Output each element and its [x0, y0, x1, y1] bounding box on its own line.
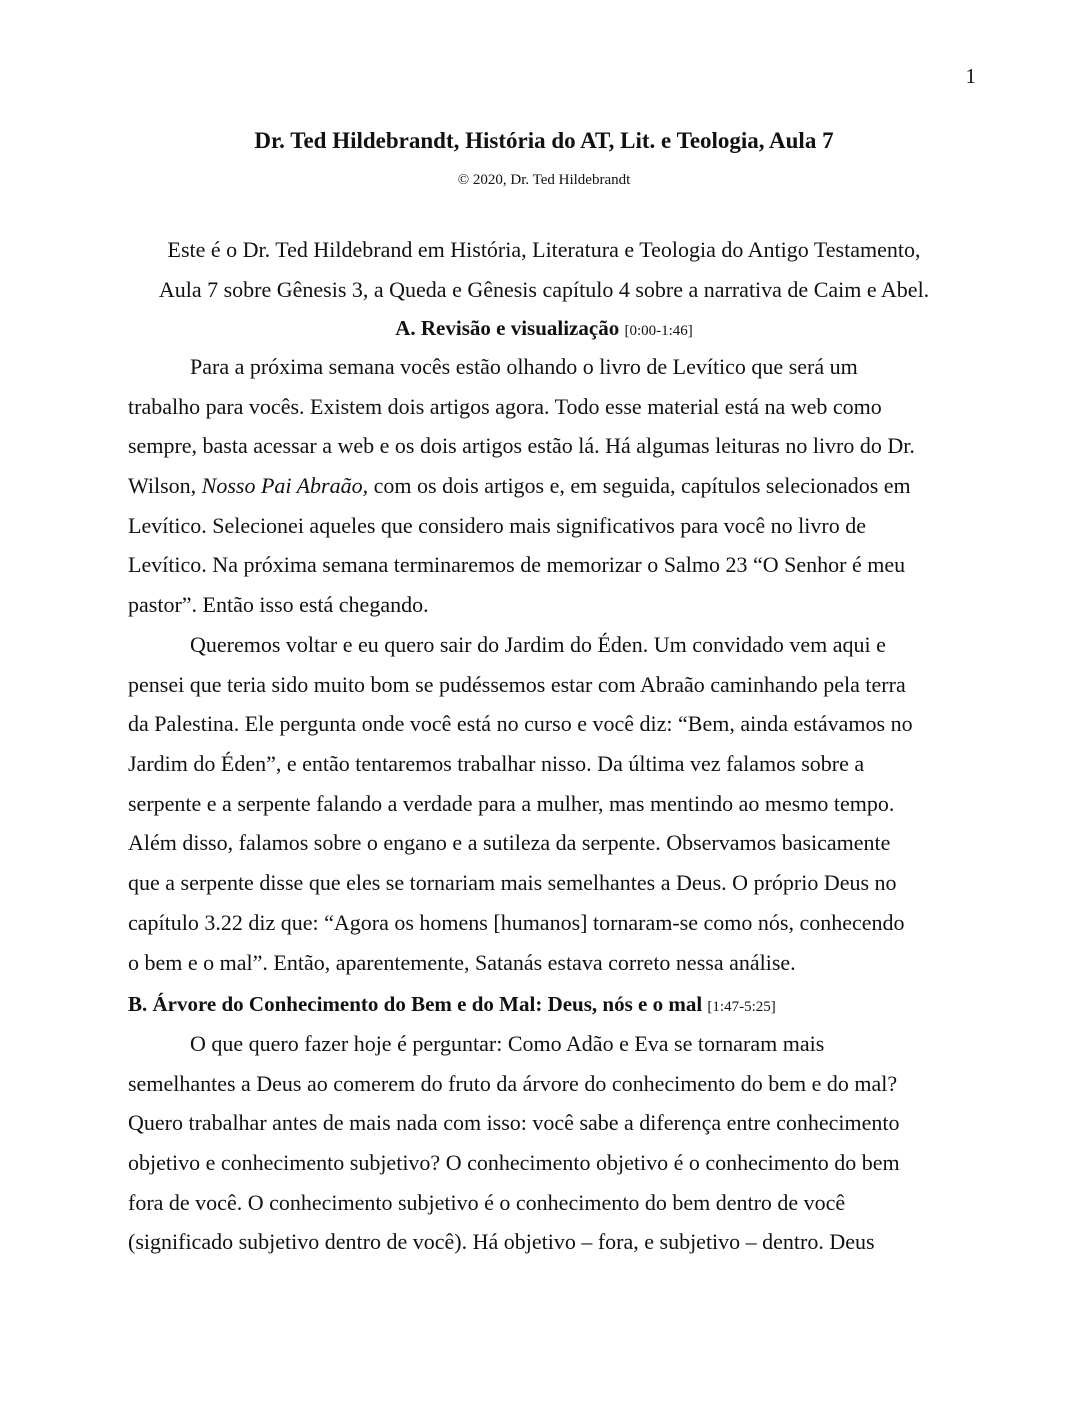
paragraph-line: Além disso, falamos sobre o engano e a sutileza da serpente. Observamos basicamente [128, 830, 891, 856]
section-b-heading [128, 990, 960, 1021]
section-b-timestamp: [1:47-5:25] [707, 999, 776, 1015]
paragraph-1 [128, 347, 960, 625]
book-title-italic: Nosso Pai Abraão, [201, 473, 369, 499]
line-prefix: Wilson, [128, 473, 202, 499]
paragraph-line: Levítico. Na próxima semana terminaremos de memorizar o Salmo 23 “O Senhor é meu [128, 552, 906, 578]
paragraph-line: semelhantes a Deus ao comerem do fruto da árvore do conhecimento do bem e do mal? [128, 1070, 898, 1096]
paragraph-line: Jardim do Éden”, e então tentaremos trabalhar nisso. Da última vez falamos sobre a [128, 751, 865, 777]
line-suffix: com os dois artigos e, em seguida, capítulos selecionados em [368, 473, 911, 499]
paragraph-line: Quero trabalhar antes de mais nada com isso: você sabe a diferença entre conhecimento [128, 1110, 900, 1136]
paragraph-line: Levítico. Selecionei aqueles que considero mais significativos para você no livro de [128, 512, 866, 538]
intro-line: Este é o Dr. Ted Hildebrand em História, Literatura e Teologia do Antigo Testamento, [167, 237, 921, 262]
paragraph-line: trabalho para vocês. Existem dois artigos agora. Todo esse material está na web como [128, 393, 882, 419]
paragraph-line: objetivo e conhecimento subjetivo? O conhecimento objetivo é o conhecimento do bem [128, 1150, 900, 1176]
paragraph-line: o bem e o mal”. Então, aparentemente, Satanás estava correto nessa análise. [128, 949, 796, 975]
paragraph-line: Queremos voltar e eu quero sair do Jardim do Éden. Um convidado vem aqui e [190, 632, 886, 657]
paragraph-line: que a serpente disse que eles se tornariam mais semelhantes a Deus. O próprio Deus no [128, 870, 897, 896]
paragraph-line-book-title [128, 466, 960, 506]
section-a-heading [0, 314, 1088, 345]
paragraph-2 [128, 625, 960, 982]
paragraph-line: fora de você. O conhecimento subjetivo é o conhecimento do bem dentro de você [128, 1189, 846, 1215]
paragraph-line: capítulo 3.22 diz que: “Agora os homens [humanos] tornaram-se como nós, conhecendo [128, 909, 905, 935]
paragraph-line: (significado subjetivo dentro de você). Há objetivo – fora, e subjetivo – dentro. Deus [128, 1229, 875, 1255]
copyright-line: © 2020, Dr. Ted Hildebrandt [457, 172, 631, 188]
section-a-title: A. Revisão e visualização [395, 316, 620, 340]
paragraph-line: pastor”. Então isso está chegando. [128, 592, 429, 618]
paragraph-line: sempre, basta acessar a web e os dois artigos estão lá. Há algumas leituras no livro do Dr. [128, 433, 915, 459]
paragraph-line: da Palestina. Ele pergunta onde você está no curso e você diz: “Bem, ainda estávamos no [128, 711, 913, 737]
paragraph-line: pensei que teria sido muito bom se pudéssemos estar com Abraão caminhando pela terra [128, 671, 906, 697]
intro-line: Aula 7 sobre Gênesis 3, a Queda e Gênesis capítulo 4 sobre a narrativa de Caim e Abel. [158, 277, 930, 302]
page-number: 1 [965, 64, 976, 88]
paragraph-3 [128, 1024, 960, 1262]
intro-paragraph [128, 230, 960, 310]
paragraph-line: Para a próxima semana vocês estão olhando o livro de Levítico que será um [190, 354, 858, 379]
paragraph-line: O que quero fazer hoje é perguntar: Como Adão e Eva se tornaram mais [190, 1031, 825, 1056]
section-a-timestamp: [0:00-1:46] [624, 323, 693, 339]
document-title: Dr. Ted Hildebrandt, História do AT, Lit. e Teologia, Aula 7 [254, 128, 834, 153]
section-b-title: B. Árvore do Conhecimento do Bem e do Mal: Deus, nós e o mal [128, 992, 703, 1016]
paragraph-line: serpente e a serpente falando a verdade para a mulher, mas mentindo ao mesmo tempo. [128, 790, 895, 816]
